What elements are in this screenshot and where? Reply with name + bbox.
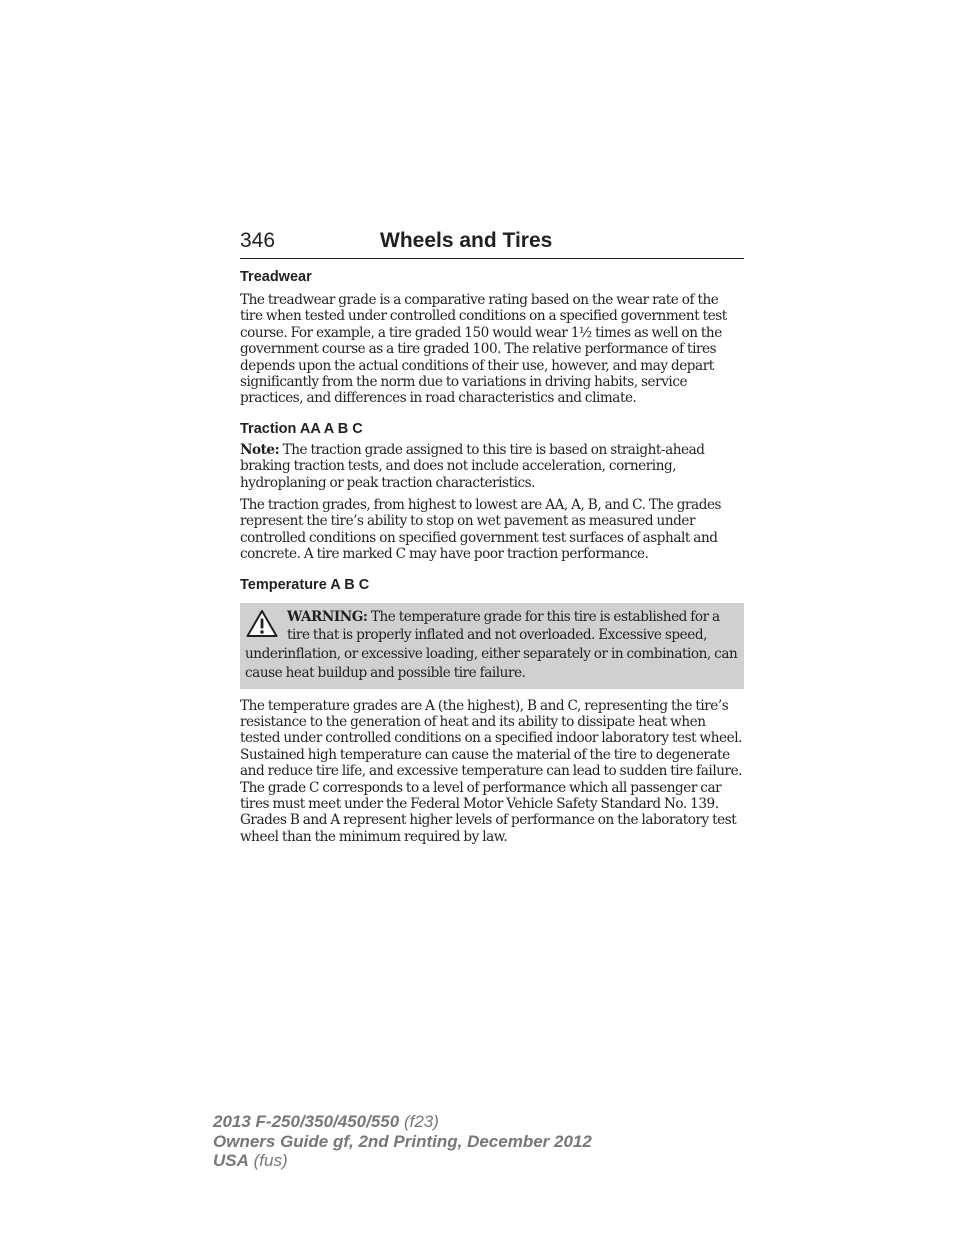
temperature-heading: Temperature A B C [240,576,370,593]
note-text: The traction grade assigned to this tire is based on straight-ahead braking traction tests, and does not include acceleration, cornering, hydroplaning or peak traction characteristics. [240,441,705,491]
warning-box [240,603,744,689]
temperature-body: The temperature grades are A (the highest), B and C, representing the tire’s resistance to the generation of heat and its ability to dissipate heat when tested under controlled conditions on a specified indoor laboratory test wheel. Sustained high temperature can cause the material of the tire to degenerate and reduce tire life, and excessive temperature can lead to sudden tire failure. The grade C corresponds to a level of performance which all passenger car tires must meet under the Federal Motor Vehicle Safety Standard No. 139. Grades B and A represent higher levels of performance on the laboratory test wheel than the minimum required by law. [240,697,743,845]
treadwear-body: The treadwear grade is a comparative rating based on the wear rate of the tire when tested under controlled conditions on a specified government test course. For example, a tire graded 150 would wear 1½ times as well on the government course as a tire graded 100. The relative performance of tires depends upon the actual conditions of their use, however, and may depart significantly from the norm due to variations in driving habits, service practices, and differences in road characteristics and climate. [240,292,727,407]
traction-heading: Traction AA A B C [240,420,363,437]
warning-label: WARNING: [287,608,368,625]
footer-guide: Owners Guide gf, 2nd Printing, December 2012 [213,1131,592,1151]
page-number: 346 [240,229,276,252]
page-header [240,228,744,259]
page-content [240,268,744,845]
footer-model: 2013 F-250/350/450/550 [213,1112,400,1131]
footer-line-market [213,1151,713,1171]
footer-model-code: (f23) [403,1112,439,1131]
traction-body: The traction grades, from highest to lowest are AA, A, B, and C. The grades represent the tire’s ability to stop on wet pavement as measured under controlled conditions on specified government test surfaces of asphalt and concrete. A tire marked C may have poor traction performance. [240,497,722,563]
footer-market: USA [213,1151,249,1170]
page-footer [213,1112,713,1171]
warning-text [245,609,737,681]
treadwear-heading: Treadwear [240,269,312,285]
warning-triangle-icon [245,608,279,638]
warning-message: The temperature grade for this tire is established for a tire that is properly inflated and not overloaded. Excessive speed, underinflation, or excessive loading, either separately or in combination, can cause heat buildup and possible tire failure. [245,608,738,681]
section-title: Wheels and Tires [380,229,553,252]
footer-market-code: (fus) [253,1151,288,1170]
note-label: Note: [240,441,280,458]
footer-line-model [213,1112,713,1132]
traction-note [240,442,744,491]
